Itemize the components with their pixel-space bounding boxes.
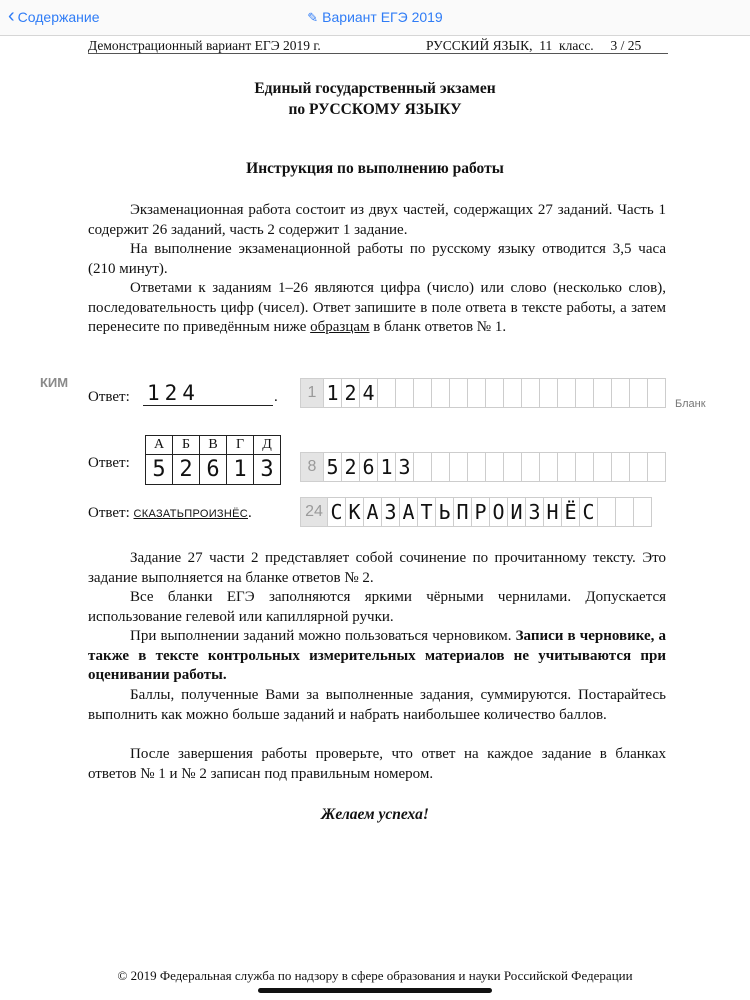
answer-label-2: Ответ: (88, 455, 130, 471)
form-cell: 2 (342, 452, 360, 482)
table-value-cell: 5 (146, 455, 173, 485)
answer-form-strip-3 (300, 497, 652, 527)
form-cell: 5 (324, 452, 342, 482)
form-cell: А (364, 497, 382, 527)
answer-value-3: СКАЗАТЬПРОИЗНЁС (133, 508, 248, 520)
form-cell (432, 452, 450, 482)
paragraph-6-text: При выполнении заданий можно пользоваться черновиком. (130, 628, 516, 644)
form-cell (396, 378, 414, 408)
answer-value-1: 124 (143, 380, 273, 406)
form-cell (468, 452, 486, 482)
form-cell (634, 497, 652, 527)
closing-wish: Желаем успеха! (321, 806, 429, 823)
form-cell: 3 (396, 452, 414, 482)
form-cell (612, 378, 630, 408)
instructions-heading: Инструкция по выполнению работы (246, 160, 504, 177)
paragraph-3-text: Ответами к заданиям 1–26 являются цифра (число) или слово (несколько слов), последовательность цифр (чисел). Ответ запишите в поле ответа в тексте работы, а затем перенесите по приведённым ниже (88, 280, 666, 335)
paragraph-3-end: в бланк ответов № 1. (369, 319, 507, 335)
form-cell (414, 378, 432, 408)
form-cell (504, 452, 522, 482)
back-button-label: Содержание (17, 9, 100, 25)
form-cell (558, 378, 576, 408)
table-header-cell: Г (227, 436, 254, 455)
form-cell (648, 452, 666, 482)
paragraph-3 (88, 279, 666, 338)
paragraph-4: Задание 27 части 2 представляет собой сочинение по прочитанному тексту. Это задание выполняется на бланке ответов № 2. (88, 550, 666, 586)
paragraph-6-bold: Записи в черновике, а также в тексте контрольных измерительных материалов не учитываются при оценивании работы. (88, 628, 666, 683)
form-cell (468, 378, 486, 408)
form-task-number: 24 (300, 497, 328, 527)
form-cell (598, 497, 616, 527)
navigation-bar (0, 0, 750, 36)
form-cell (378, 378, 396, 408)
form-cell (616, 497, 634, 527)
samples-link-text: образцам (310, 319, 370, 335)
paragraph-6 (88, 627, 666, 686)
form-cell (432, 378, 450, 408)
form-cell: И (508, 497, 526, 527)
form-cell (450, 452, 468, 482)
form-cell: 1 (378, 452, 396, 482)
form-cell: С (580, 497, 598, 527)
form-cell (558, 452, 576, 482)
document-title: Вариант ЕГЭ 2019 (322, 9, 443, 25)
form-cell: С (328, 497, 346, 527)
form-cell: З (382, 497, 400, 527)
exam-title-line1: Единый государственный экзамен (254, 80, 496, 97)
paragraph-8: После завершения работы проверьте, что ответ на каждое задание в бланках ответов № 1 и № 2 записан под правильным номером. (88, 746, 666, 782)
answer-label-3 (88, 505, 252, 522)
answer-label-3-text: Ответ: (88, 505, 130, 521)
running-header (88, 38, 668, 54)
form-task-number: 8 (300, 452, 324, 482)
chevron-left-icon: ‹ (8, 5, 15, 27)
table-header-cell: В (200, 436, 227, 455)
answer-form-strip-1 (300, 378, 666, 408)
form-cell: Т (418, 497, 436, 527)
answer-table-2 (145, 435, 281, 485)
form-cell (450, 378, 468, 408)
table-value-cell: 2 (173, 455, 200, 485)
table-header-cell: А (146, 436, 173, 455)
answer-dot-1: . (274, 389, 278, 405)
running-header-right: РУССКИЙ ЯЗЫК, 11 класс. 3 / 25 (426, 38, 642, 53)
form-cell (486, 378, 504, 408)
form-cell (594, 378, 612, 408)
form-cell (594, 452, 612, 482)
form-cell (576, 452, 594, 482)
table-value-cell: 6 (200, 455, 227, 485)
form-cell (630, 452, 648, 482)
form-cell (648, 378, 666, 408)
answer-label-1: Ответ: (88, 389, 130, 405)
form-cell (414, 452, 432, 482)
paragraph-2: На выполнение экзаменационной работы по русскому языку отводится 3,5 часа (210 минут). (88, 241, 666, 277)
form-cell: 6 (360, 452, 378, 482)
form-cell: 4 (360, 378, 378, 408)
form-cell: Ё (562, 497, 580, 527)
paragraph-1: Экзаменационная работа состоит из двух частей, содержащих 27 заданий. Часть 1 содержит 26 заданий, часть 2 содержит 1 задание. (88, 202, 666, 238)
kim-label: КИМ (40, 375, 69, 390)
exam-title-line2: по РУССКОМУ ЯЗЫКУ (288, 101, 462, 118)
form-cell (540, 452, 558, 482)
table-header-cell: Б (173, 436, 200, 455)
table-value-cell: 3 (254, 455, 281, 485)
copyright-footer: © 2019 Федеральная служба по надзору в сфере образования и науки Российской Федерации (117, 968, 633, 983)
form-cell: 2 (342, 378, 360, 408)
form-cell (504, 378, 522, 408)
form-cell (522, 452, 540, 482)
form-cell: П (454, 497, 472, 527)
form-cell (576, 378, 594, 408)
form-cell: О (490, 497, 508, 527)
form-cell (612, 452, 630, 482)
form-cell: З (526, 497, 544, 527)
document-title-button[interactable] (0, 5, 750, 27)
form-cell: А (400, 497, 418, 527)
paragraph-7: Баллы, полученные Вами за выполненные задания, суммируются. Постарайтесь выполнить как можно больше заданий и набрать наибольшее количество баллов. (88, 687, 666, 723)
form-cell (522, 378, 540, 408)
home-indicator[interactable] (258, 988, 492, 993)
answer-form-strip-2 (300, 452, 666, 482)
answer-dot-3: . (247, 505, 252, 521)
form-cell: 1 (324, 378, 342, 408)
form-cell (540, 378, 558, 408)
form-task-number: 1 (300, 378, 324, 408)
paragraph-5: Все бланки ЕГЭ заполняются яркими чёрными чернилами. Допускается использование гелевой или капиллярной ручки. (88, 589, 666, 625)
pencil-icon: ✎ (307, 10, 319, 25)
table-value-cell: 1 (227, 455, 254, 485)
form-cell (630, 378, 648, 408)
form-cell: Р (472, 497, 490, 527)
running-header-left: Демонстрационный вариант ЕГЭ 2019 г. (88, 38, 321, 53)
form-cell: Ь (436, 497, 454, 527)
table-header-cell: Д (254, 436, 281, 455)
blank-label: Бланк (675, 398, 706, 410)
form-cell (486, 452, 504, 482)
form-cell: Н (544, 497, 562, 527)
form-cell: К (346, 497, 364, 527)
